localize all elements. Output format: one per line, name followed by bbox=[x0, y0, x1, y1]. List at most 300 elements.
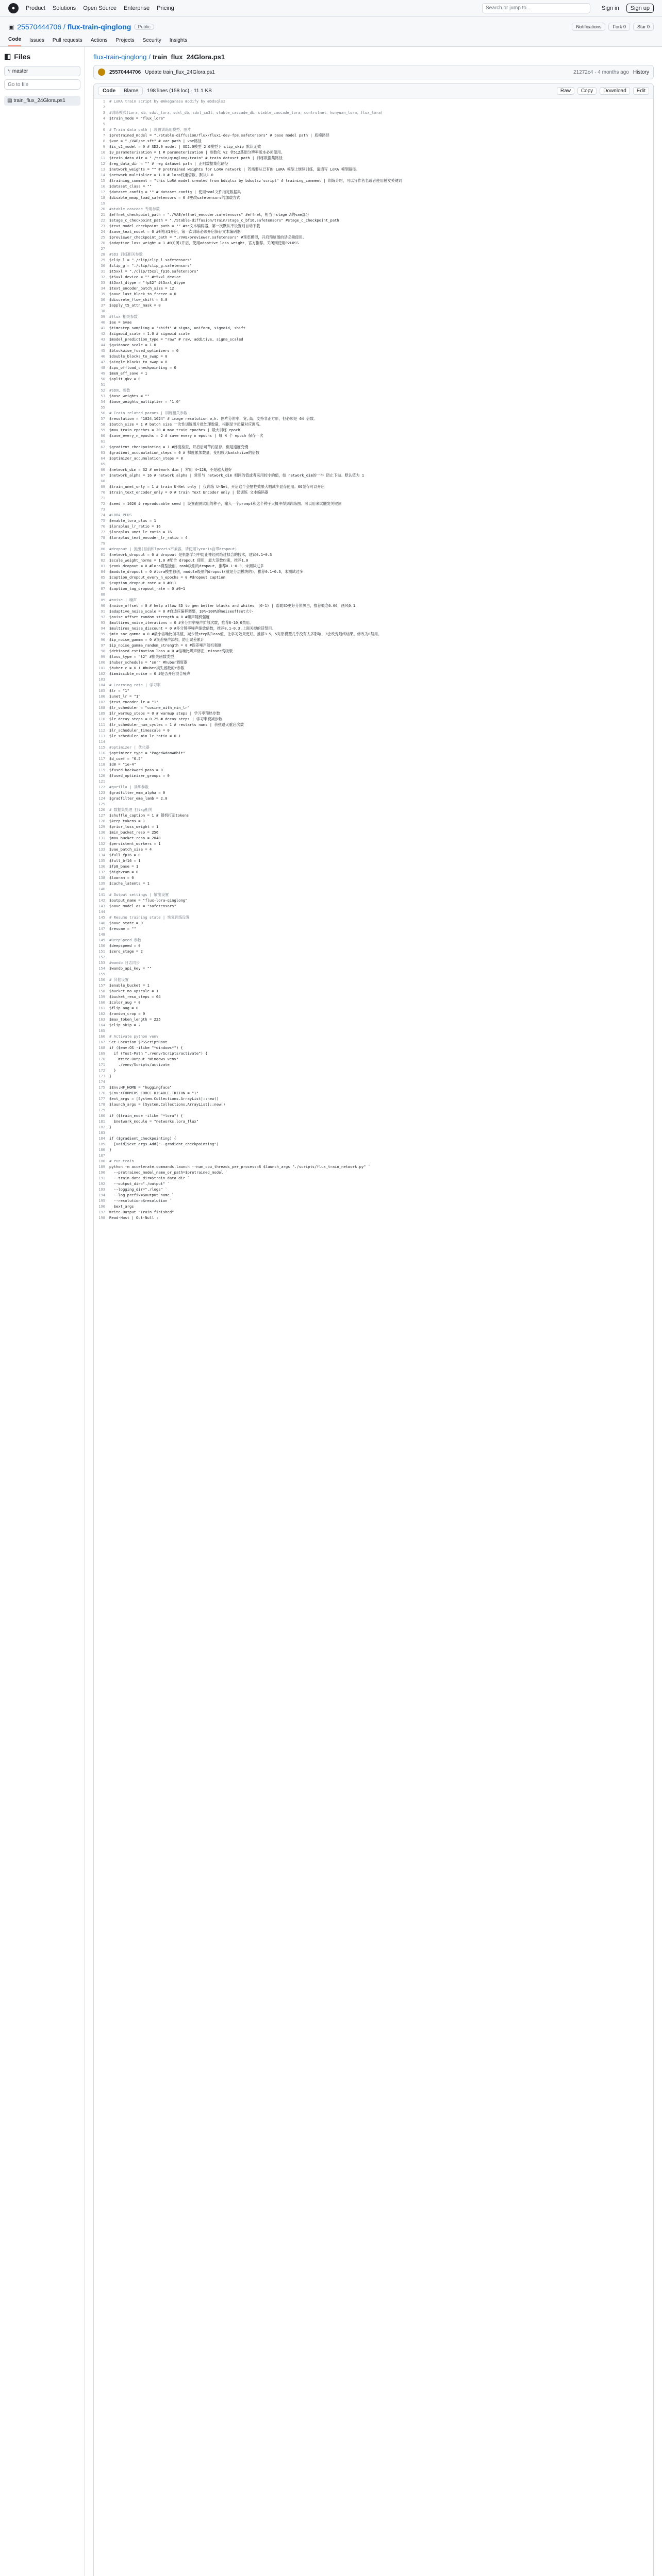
line-number[interactable]: 99 bbox=[101, 654, 105, 659]
tab-projects[interactable]: Projects bbox=[115, 38, 135, 43]
line-number[interactable]: 26 bbox=[101, 241, 105, 245]
line-number[interactable]: 116 bbox=[98, 751, 105, 755]
line-number[interactable]: 59 bbox=[101, 428, 105, 432]
line-number[interactable]: 71 bbox=[101, 496, 105, 500]
line-content: --resolution=$resolution ` bbox=[109, 1198, 172, 1203]
line-number[interactable]: 60 bbox=[101, 433, 105, 438]
line-number[interactable]: 36 bbox=[101, 297, 105, 302]
line-number[interactable]: 182 bbox=[98, 1125, 105, 1129]
nav-solutions[interactable]: Solutions bbox=[52, 5, 76, 11]
line-number[interactable]: 184 bbox=[98, 1136, 105, 1141]
line-number[interactable]: 148 bbox=[98, 932, 105, 937]
code-line bbox=[94, 229, 653, 234]
line-number[interactable]: 162 bbox=[98, 1011, 105, 1016]
line-number[interactable]: 129 bbox=[98, 824, 105, 829]
line-content: --log_prefix=$output_name ` bbox=[109, 1193, 174, 1197]
line-number[interactable]: 4 bbox=[103, 116, 105, 121]
line-number[interactable]: 193 bbox=[98, 1187, 105, 1192]
sign-up-button[interactable]: Sign up bbox=[626, 4, 654, 13]
line-number[interactable]: 175 bbox=[98, 1085, 105, 1090]
line-number[interactable]: 7 bbox=[103, 133, 105, 138]
code-line bbox=[94, 155, 653, 161]
line-number[interactable]: 126 bbox=[98, 807, 105, 812]
line-number[interactable]: 11 bbox=[101, 156, 105, 160]
line-number[interactable]: 163 bbox=[98, 1017, 105, 1022]
line-number[interactable]: 44 bbox=[101, 343, 105, 347]
code-line bbox=[94, 1181, 653, 1187]
code-line bbox=[94, 1084, 653, 1090]
tab-security[interactable]: Security bbox=[142, 38, 161, 43]
code-line bbox=[94, 444, 653, 450]
line-number[interactable]: 176 bbox=[98, 1091, 105, 1095]
line-number[interactable]: 132 bbox=[98, 841, 105, 846]
line-number[interactable]: 52 bbox=[101, 388, 105, 393]
line-number[interactable]: 181 bbox=[98, 1119, 105, 1124]
line-content: # 数据集处理 打tag相关 bbox=[109, 807, 153, 812]
tab-issues[interactable]: Issues bbox=[29, 38, 44, 43]
line-number[interactable]: 190 bbox=[98, 1170, 105, 1175]
line-number[interactable]: 172 bbox=[98, 1068, 105, 1073]
line-number[interactable]: 62 bbox=[101, 445, 105, 449]
line-number[interactable]: 128 bbox=[98, 819, 105, 823]
line-number[interactable]: 101 bbox=[98, 666, 105, 670]
line-number[interactable]: 178 bbox=[98, 1102, 105, 1107]
line-number[interactable]: 63 bbox=[101, 450, 105, 455]
line-content: $loraplus_lr_ratio = 16 bbox=[109, 524, 161, 529]
code-line bbox=[94, 744, 653, 750]
tab-actions[interactable]: Actions bbox=[90, 38, 108, 43]
code-line bbox=[94, 331, 653, 336]
code-line bbox=[94, 263, 653, 268]
line-number[interactable]: 13 bbox=[101, 167, 105, 172]
line-number[interactable]: 28 bbox=[101, 252, 105, 257]
line-number[interactable]: 39 bbox=[101, 314, 105, 319]
line-number[interactable]: 109 bbox=[98, 711, 105, 716]
line-number[interactable]: 165 bbox=[98, 1028, 105, 1033]
line-content: $wandb_api_key = "" bbox=[109, 966, 152, 971]
commit-meta[interactable]: 21272c4 · 4 months ago bbox=[573, 69, 629, 75]
line-number[interactable]: 186 bbox=[98, 1147, 105, 1152]
star-button[interactable]: Star 0 bbox=[633, 23, 654, 31]
nav-pricing[interactable]: Pricing bbox=[157, 5, 174, 11]
line-content: $multires_noise_discount = 0 #多分辨率噪声缩放倍数，推荐0.1-0.3,上面关掉的话禁用。 bbox=[109, 626, 276, 631]
line-number[interactable]: 53 bbox=[101, 394, 105, 398]
line-number[interactable]: 160 bbox=[98, 1000, 105, 1005]
line-number[interactable]: 142 bbox=[98, 898, 105, 903]
line-number[interactable]: 77 bbox=[101, 530, 105, 534]
line-number[interactable]: 141 bbox=[98, 892, 105, 897]
line-content: $bucket_reso_steps = 64 bbox=[109, 994, 161, 999]
line-number[interactable]: 171 bbox=[98, 1062, 105, 1067]
line-number[interactable]: 46 bbox=[101, 354, 105, 359]
sidebar-file-item[interactable] bbox=[4, 96, 80, 106]
line-number[interactable]: 68 bbox=[101, 479, 105, 483]
tab-pull-requests[interactable]: Pull requests bbox=[52, 38, 82, 43]
line-number[interactable]: 104 bbox=[98, 683, 105, 687]
line-number[interactable]: 169 bbox=[98, 1051, 105, 1056]
line-number[interactable]: 156 bbox=[98, 977, 105, 982]
line-number[interactable]: 64 bbox=[101, 456, 105, 461]
line-content: $gradfilter_ema_alpha = 0 bbox=[109, 790, 166, 795]
history-button[interactable]: History bbox=[633, 69, 649, 75]
line-number[interactable]: 188 bbox=[98, 1159, 105, 1163]
tab-code[interactable]: Code bbox=[8, 37, 21, 46]
line-number[interactable]: 12 bbox=[101, 161, 105, 166]
code-line bbox=[94, 240, 653, 246]
line-number[interactable]: 86 bbox=[101, 581, 105, 585]
line-number[interactable]: 180 bbox=[98, 1113, 105, 1118]
line-number[interactable]: 107 bbox=[98, 700, 105, 704]
code-line bbox=[94, 914, 653, 920]
line-number[interactable]: 150 bbox=[98, 943, 105, 948]
line-number[interactable]: 122 bbox=[98, 785, 105, 789]
line-number[interactable]: 113 bbox=[98, 734, 105, 738]
line-number[interactable]: 45 bbox=[101, 348, 105, 353]
notifications-button[interactable]: Notifications bbox=[572, 23, 605, 31]
line-content: } bbox=[109, 1074, 112, 1078]
line-number[interactable]: 29 bbox=[101, 258, 105, 262]
line-content: $effnet_checkpoint_path = "./VAE/effnet_encoder.safetensors" #effnet，相当于stage A的vae部分 bbox=[109, 212, 309, 217]
line-number[interactable]: 74 bbox=[101, 513, 105, 517]
line-number[interactable]: 30 bbox=[101, 263, 105, 268]
line-number[interactable]: 125 bbox=[98, 802, 105, 806]
line-content: $batch_size = 1 # batch size 一次性训练图片批处理数量，根据显卡质量对应调高。 bbox=[109, 422, 263, 427]
line-number[interactable]: 6 bbox=[103, 127, 105, 132]
code-line bbox=[94, 739, 653, 744]
line-number[interactable]: 79 bbox=[101, 541, 105, 546]
line-number[interactable]: 119 bbox=[98, 768, 105, 772]
line-number[interactable]: 154 bbox=[98, 966, 105, 971]
line-number[interactable]: 1 bbox=[103, 99, 105, 104]
code-line bbox=[94, 467, 653, 472]
line-number[interactable]: 43 bbox=[101, 337, 105, 342]
line-number[interactable]: 198 bbox=[98, 1215, 105, 1220]
line-number[interactable]: 174 bbox=[98, 1079, 105, 1084]
line-number[interactable]: 121 bbox=[98, 779, 105, 784]
line-number[interactable]: 72 bbox=[101, 501, 105, 506]
nav-enterprise[interactable]: Enterprise bbox=[124, 5, 150, 11]
line-number[interactable]: 135 bbox=[98, 858, 105, 863]
download-button[interactable]: Download bbox=[600, 87, 630, 95]
line-number[interactable]: 146 bbox=[98, 921, 105, 925]
line-number[interactable]: 179 bbox=[98, 1108, 105, 1112]
code-line bbox=[94, 795, 653, 801]
line-number[interactable]: 90 bbox=[101, 603, 105, 608]
line-content: Set-Location $PSScriptRoot bbox=[109, 1040, 168, 1044]
line-number[interactable]: 20 bbox=[101, 207, 105, 211]
line-number[interactable]: 81 bbox=[101, 552, 105, 557]
branch-icon: ⑂ bbox=[8, 68, 12, 74]
line-number[interactable]: 151 bbox=[98, 949, 105, 954]
line-content: $caption_tag_dropout_rate = 0 #0~1 bbox=[109, 586, 186, 591]
line-number[interactable]: 124 bbox=[98, 796, 105, 801]
line-number[interactable]: 92 bbox=[101, 615, 105, 619]
line-number[interactable]: 147 bbox=[98, 926, 105, 931]
line-content: $huber_schedule = "snr" #huber调度器 bbox=[109, 660, 188, 665]
line-number[interactable]: 83 bbox=[101, 564, 105, 568]
line-content: $split_qkv = 0 bbox=[109, 377, 141, 381]
code-line bbox=[94, 875, 653, 880]
line-content: $lr_decay_steps = 0.25 # decay steps | 学习率衰减步数 bbox=[109, 717, 223, 721]
line-number[interactable]: 103 bbox=[98, 677, 105, 682]
line-number[interactable]: 166 bbox=[98, 1034, 105, 1039]
line-number[interactable]: 100 bbox=[98, 660, 105, 665]
line-number[interactable]: 114 bbox=[98, 739, 105, 744]
line-content: $t5xxl = "./clip/t5xxl_fp16.safetensors" bbox=[109, 269, 199, 274]
line-number[interactable]: 118 bbox=[98, 762, 105, 767]
line-number[interactable]: 196 bbox=[98, 1204, 105, 1209]
code-line bbox=[94, 824, 653, 829]
line-number[interactable]: 85 bbox=[101, 575, 105, 580]
line-number[interactable]: 187 bbox=[98, 1153, 105, 1158]
line-number[interactable]: 67 bbox=[101, 473, 105, 478]
line-number[interactable]: 143 bbox=[98, 904, 105, 908]
line-number[interactable]: 23 bbox=[101, 224, 105, 228]
code-line bbox=[94, 727, 653, 733]
line-number[interactable]: 8 bbox=[103, 139, 105, 143]
line-number[interactable]: 37 bbox=[101, 303, 105, 308]
line-content: $adaptive_noise_scale = 0 #自适应偏移调整，10%~100%的noiseoffset大小 bbox=[109, 609, 253, 614]
line-number[interactable]: 123 bbox=[98, 790, 105, 795]
line-content: $ip_noise_gamma_random_strength = 0 #误差噪声随机强度 bbox=[109, 643, 222, 648]
blame-mode-button[interactable]: Blame bbox=[124, 88, 139, 94]
line-number[interactable]: 117 bbox=[98, 756, 105, 761]
code-line bbox=[94, 172, 653, 178]
line-number[interactable]: 138 bbox=[98, 875, 105, 880]
line-number[interactable]: 55 bbox=[101, 405, 105, 410]
line-number[interactable]: 32 bbox=[101, 275, 105, 279]
sign-in-link[interactable]: Sign in bbox=[602, 5, 619, 11]
code-line bbox=[94, 1187, 653, 1192]
line-number[interactable]: 145 bbox=[98, 915, 105, 920]
code-line bbox=[94, 943, 653, 948]
line-number[interactable]: 168 bbox=[98, 1045, 105, 1050]
line-number[interactable]: 80 bbox=[101, 547, 105, 551]
line-number[interactable]: 111 bbox=[98, 722, 105, 727]
search-input[interactable]: Search or jump to... bbox=[482, 3, 590, 13]
line-number[interactable]: 183 bbox=[98, 1130, 105, 1135]
code-line bbox=[94, 812, 653, 818]
line-number[interactable]: 9 bbox=[103, 144, 105, 149]
line-content: if ($gradient_checkpointing) { bbox=[109, 1136, 176, 1141]
github-logo-icon[interactable]: ● bbox=[8, 3, 19, 13]
branch-select[interactable] bbox=[4, 66, 80, 76]
breadcrumb-repo[interactable]: flux-train-qinglong bbox=[93, 53, 147, 61]
line-number[interactable]: 51 bbox=[101, 382, 105, 387]
line-number[interactable]: 112 bbox=[98, 728, 105, 733]
line-number[interactable]: 137 bbox=[98, 870, 105, 874]
line-number[interactable]: 153 bbox=[98, 960, 105, 965]
line-number[interactable]: 10 bbox=[101, 150, 105, 155]
edit-button[interactable]: Edit bbox=[633, 87, 649, 95]
line-number[interactable]: 24 bbox=[101, 229, 105, 234]
repo-title[interactable]: 25570444706 / flux-train-qinglong bbox=[17, 23, 131, 31]
line-number[interactable]: 136 bbox=[98, 864, 105, 869]
line-number[interactable]: 177 bbox=[98, 1096, 105, 1101]
line-number[interactable]: 18 bbox=[101, 195, 105, 200]
line-number[interactable]: 48 bbox=[101, 365, 105, 370]
line-number[interactable]: 91 bbox=[101, 609, 105, 614]
line-number[interactable]: 82 bbox=[101, 558, 105, 563]
line-content: $text_model_checkpoint_path = "" #te文本编码器，第一次默认不设置则自动下载 bbox=[109, 224, 260, 228]
line-number[interactable]: 161 bbox=[98, 1006, 105, 1010]
line-number[interactable]: 110 bbox=[98, 717, 105, 721]
repo-owner[interactable]: 25570444706 bbox=[17, 23, 61, 31]
line-content: } bbox=[109, 1147, 112, 1152]
code-line bbox=[94, 1170, 653, 1175]
line-number[interactable]: 50 bbox=[101, 377, 105, 381]
line-number[interactable]: 152 bbox=[98, 955, 105, 959]
code-line bbox=[94, 200, 653, 206]
line-number[interactable]: 106 bbox=[98, 694, 105, 699]
avatar[interactable] bbox=[98, 69, 105, 76]
line-number[interactable]: 15 bbox=[101, 178, 105, 183]
line-number[interactable]: 94 bbox=[101, 626, 105, 631]
fork-button[interactable]: Fork 0 bbox=[608, 23, 630, 31]
line-number[interactable]: 56 bbox=[101, 411, 105, 415]
line-number[interactable]: 139 bbox=[98, 881, 105, 886]
repo-name[interactable]: flux-train-qinglong bbox=[67, 23, 131, 31]
line-number[interactable]: 49 bbox=[101, 371, 105, 376]
line-number[interactable]: 57 bbox=[101, 416, 105, 421]
line-content: $save_state = 0 bbox=[109, 921, 143, 925]
line-number[interactable]: 102 bbox=[98, 671, 105, 676]
code-line bbox=[94, 705, 653, 710]
line-number[interactable]: 189 bbox=[98, 1164, 105, 1169]
line-number[interactable]: 17 bbox=[101, 190, 105, 194]
line-content: $noise_offset = 0 # help allow SD to gen better blacks and whites，(0-1) | 帮助SD更好分辨黑白，推荐概念0.06，画风0.1 bbox=[109, 603, 356, 608]
line-number[interactable]: 167 bbox=[98, 1040, 105, 1044]
line-number[interactable]: 185 bbox=[98, 1142, 105, 1146]
line-number[interactable]: 19 bbox=[101, 201, 105, 206]
line-number[interactable]: 155 bbox=[98, 972, 105, 976]
line-number[interactable]: 27 bbox=[101, 246, 105, 251]
line-number[interactable]: 195 bbox=[98, 1198, 105, 1203]
line-number[interactable]: 65 bbox=[101, 462, 105, 466]
line-content: $train_data_dir = "./train/qinglong/train" # train dataset path | 训练数据集路径 bbox=[109, 156, 283, 160]
line-number[interactable]: 95 bbox=[101, 632, 105, 636]
line-number[interactable]: 38 bbox=[101, 309, 105, 313]
line-number[interactable]: 2 bbox=[103, 105, 105, 109]
line-number[interactable]: 87 bbox=[101, 586, 105, 591]
line-content: $blockwise_fused_optimizers = 0 bbox=[109, 348, 179, 353]
nav-product[interactable]: Product bbox=[26, 5, 45, 11]
line-number[interactable]: 173 bbox=[98, 1074, 105, 1078]
line-content: $enable_bucket = 1 bbox=[109, 983, 150, 988]
line-number[interactable]: 96 bbox=[101, 637, 105, 642]
line-number[interactable]: 40 bbox=[101, 320, 105, 325]
line-number[interactable]: 93 bbox=[101, 620, 105, 625]
raw-button[interactable]: Raw bbox=[557, 87, 574, 95]
line-number[interactable]: 54 bbox=[101, 399, 105, 404]
line-number[interactable]: 75 bbox=[101, 518, 105, 523]
line-number[interactable]: 33 bbox=[101, 280, 105, 285]
code-line bbox=[94, 892, 653, 897]
line-number[interactable]: 120 bbox=[98, 773, 105, 778]
line-number[interactable]: 130 bbox=[98, 830, 105, 835]
line-number[interactable]: 158 bbox=[98, 989, 105, 993]
code-line bbox=[94, 557, 653, 563]
line-number[interactable]: 97 bbox=[101, 643, 105, 648]
line-number[interactable]: 127 bbox=[98, 813, 105, 818]
line-number[interactable]: 3 bbox=[103, 110, 105, 115]
breadcrumb-file: train_flux_24Glora.ps1 bbox=[152, 53, 225, 61]
line-number[interactable]: 34 bbox=[101, 286, 105, 291]
line-number[interactable]: 197 bbox=[98, 1210, 105, 1214]
line-number[interactable]: 84 bbox=[101, 569, 105, 574]
line-number[interactable]: 66 bbox=[101, 467, 105, 472]
code-line bbox=[94, 523, 653, 529]
line-number[interactable]: 140 bbox=[98, 887, 105, 891]
line-content: $fused_optimizer_groups = 0 bbox=[109, 773, 170, 778]
line-number[interactable]: 192 bbox=[98, 1181, 105, 1186]
commit-author[interactable]: 25570444706 bbox=[109, 69, 141, 75]
line-number[interactable]: 58 bbox=[101, 422, 105, 427]
line-number[interactable]: 25 bbox=[101, 235, 105, 240]
line-number[interactable]: 70 bbox=[101, 490, 105, 495]
line-number[interactable]: 115 bbox=[98, 745, 105, 750]
code-mode-button[interactable]: Code bbox=[98, 87, 120, 95]
line-number[interactable]: 16 bbox=[101, 184, 105, 189]
line-number[interactable]: 76 bbox=[101, 524, 105, 529]
line-content: $previewer_checkpoint_path = "./VAE/previewer.safetensors" #预览模型，开启预览图的话必须使用。 bbox=[109, 235, 306, 240]
line-number[interactable]: 194 bbox=[98, 1193, 105, 1197]
line-number[interactable]: 73 bbox=[101, 507, 105, 512]
line-content: $clip_g = "./clip/clip_g.safetensors" bbox=[109, 263, 192, 268]
line-number[interactable]: 88 bbox=[101, 592, 105, 597]
line-number[interactable]: 149 bbox=[98, 938, 105, 942]
line-number[interactable]: 14 bbox=[101, 173, 105, 177]
line-number[interactable]: 131 bbox=[98, 836, 105, 840]
line-content: $fp8_base = 1 bbox=[109, 864, 139, 869]
line-number[interactable]: 42 bbox=[101, 331, 105, 336]
line-number[interactable]: 134 bbox=[98, 853, 105, 857]
commit-message[interactable]: Update train_flux_24Glora.ps1 bbox=[145, 69, 215, 75]
line-number[interactable]: 41 bbox=[101, 326, 105, 330]
line-number[interactable]: 170 bbox=[98, 1057, 105, 1061]
line-number[interactable]: 157 bbox=[98, 983, 105, 988]
nav-open-source[interactable]: Open Source bbox=[83, 5, 117, 11]
code-line bbox=[94, 1028, 653, 1033]
line-number[interactable]: 108 bbox=[98, 705, 105, 710]
go-to-file-input[interactable]: Go to file bbox=[4, 79, 80, 90]
line-number[interactable]: 98 bbox=[101, 649, 105, 653]
line-number[interactable]: 164 bbox=[98, 1023, 105, 1027]
line-number[interactable]: 61 bbox=[101, 439, 105, 444]
line-number[interactable]: 22 bbox=[101, 218, 105, 223]
line-number[interactable]: 69 bbox=[101, 484, 105, 489]
line-number[interactable]: 21 bbox=[101, 212, 105, 217]
line-number[interactable]: 47 bbox=[101, 360, 105, 364]
code-line bbox=[94, 1141, 653, 1147]
sidebar-toggle-icon[interactable]: ◧ bbox=[4, 52, 11, 60]
line-number[interactable]: 5 bbox=[103, 122, 105, 126]
code-line bbox=[94, 433, 653, 438]
line-number[interactable]: 31 bbox=[101, 269, 105, 274]
line-number[interactable]: 105 bbox=[98, 688, 105, 693]
line-number[interactable]: 144 bbox=[98, 909, 105, 914]
line-number[interactable]: 159 bbox=[98, 994, 105, 999]
line-number[interactable]: 133 bbox=[98, 847, 105, 852]
line-number[interactable]: 191 bbox=[98, 1176, 105, 1180]
line-number[interactable]: 89 bbox=[101, 598, 105, 602]
line-number[interactable]: 35 bbox=[101, 292, 105, 296]
copy-button[interactable]: Copy bbox=[577, 87, 597, 95]
line-content: $min_snr_gamma = 0 #最小信噪比伽马值，减少低step时loss值，让学习效果更好。推荐3-5，5对原模型几乎没有太多影响，3会改变最终结果。修改为0禁用。 bbox=[109, 632, 382, 636]
code-line bbox=[94, 359, 653, 365]
line-number[interactable]: 78 bbox=[101, 535, 105, 540]
tab-insights[interactable]: Insights bbox=[169, 38, 188, 43]
